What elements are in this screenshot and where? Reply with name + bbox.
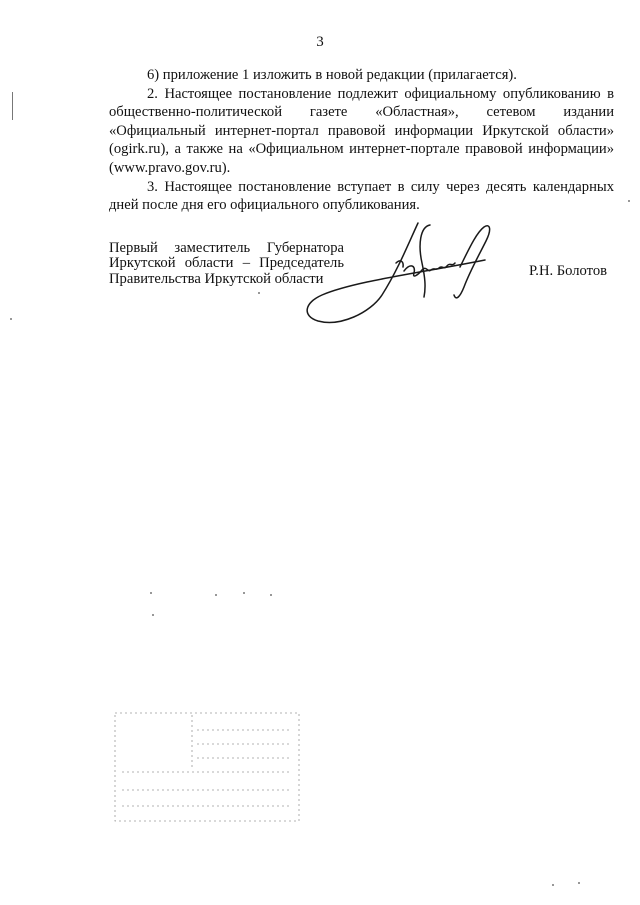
signatory-title-line-1: Первый заместитель Губернатора xyxy=(109,240,344,256)
page-number: 3 xyxy=(316,34,324,50)
scan-speck xyxy=(243,592,245,594)
signatory-title-line-3: Правительства Иркутской области xyxy=(109,270,324,287)
effective-date-paragraph: 3. Настоящее постановление вступает в силу через десять календарных дней после дня его официального опубликования. xyxy=(109,178,614,214)
signatory-title-line-2: Иркутской области – Председатель xyxy=(109,255,344,272)
scan-speck xyxy=(258,292,260,294)
handwritten-signature xyxy=(300,215,500,330)
scan-speck xyxy=(150,592,152,594)
document-body xyxy=(109,66,614,215)
scan-speck xyxy=(12,92,13,120)
faint-registration-stamp xyxy=(112,710,302,825)
scan-speck xyxy=(152,614,154,616)
item-6-paragraph: 6) приложение 1 изложить в новой редакции (прилагается). xyxy=(147,67,517,83)
scan-speck xyxy=(628,200,630,202)
scan-speck xyxy=(552,884,554,886)
scan-speck xyxy=(578,882,580,884)
scan-speck xyxy=(10,318,12,320)
publication-paragraph: 2. Настоящее постановление подлежит официальному опубликованию в общественно-политической газете «Областная», сетевом издании «Официальный интернет-портал правовой информации Иркутской области» (ogirk.ru), а также на «Официальном интернет-портале правовой информации» (www.pravo.gov.ru). xyxy=(109,85,614,176)
signer-name: Р.Н. Болотов xyxy=(529,263,608,279)
scan-speck xyxy=(215,594,217,596)
scan-speck xyxy=(270,594,272,596)
